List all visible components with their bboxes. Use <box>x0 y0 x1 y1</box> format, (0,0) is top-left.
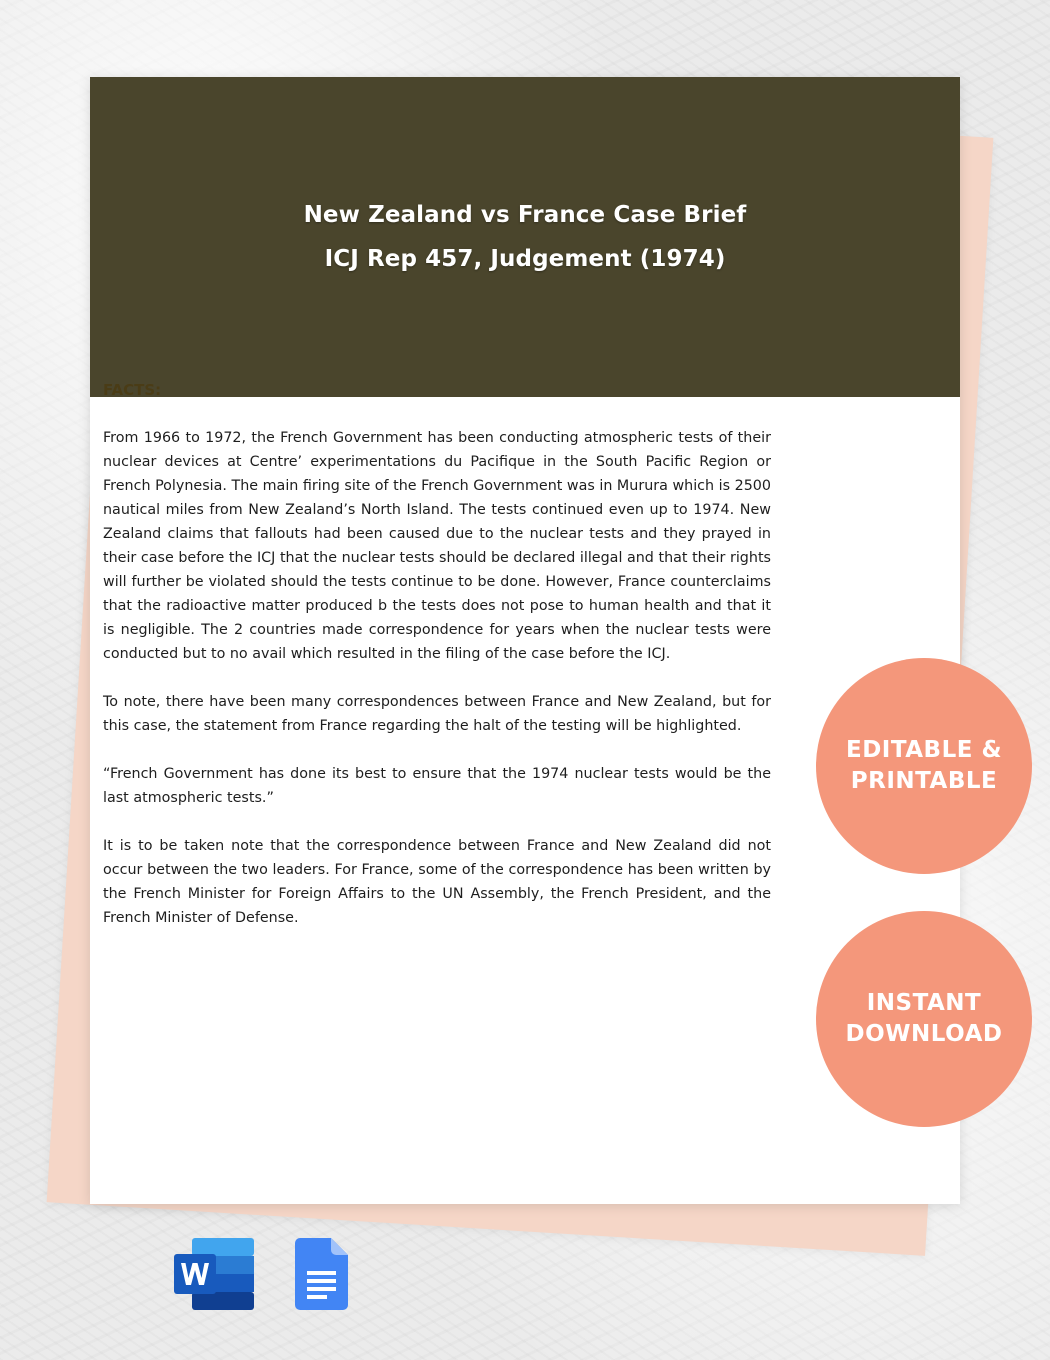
document-subtitle: ICJ Rep 457, Judgement (1974) <box>324 246 726 272</box>
badge-line: EDITABLE & <box>845 737 1003 763</box>
paragraph-note: It is to be taken note that the correspondence between France and New Zealand did not occur between the two leaders. For France, some of the correspondence has been written by the French Minister for Foreign Affairs to the UN Assembly, the French President, and the French Minister of Defense. <box>103 838 771 926</box>
facts-heading: FACTS: <box>103 381 162 399</box>
instant-download-badge <box>816 911 1032 1127</box>
paragraph-correspondence: To note, there have been many correspondences between France and New Zealand, but for this case, the statement from France regarding the halt of the testing will be highlighted. <box>103 694 771 734</box>
badge-line: PRINTABLE <box>850 768 998 794</box>
badge-line: INSTANT <box>866 990 982 1016</box>
paragraph-facts: From 1966 to 1972, the French Government has been conducting atmospheric tests of their nuclear devices at Centre’ experimentations du Pacifique in the South Pacific Region or French Polynesia. The main firing site of the French Government was in Murura which is 2500 nautical miles from New Zealand’s North Island. The tests continued even up to 1974. New Zealand claims that fallouts had been caused due to the nuclear tests and they prayed in their case before the ICJ that the nuclear tests should be declared illegal and that their rights will further be violated should the tests continue to be done. However, France counterclaims that the radioactive matter produced b the tests does not pose to human health and that it is negligible. The 2 countries made correspondence for years when the nuclear tests were conducted but to no avail which resulted in the filing of the case before the ICJ. <box>103 430 771 662</box>
document-body <box>103 378 771 954</box>
badge-line: DOWNLOAD <box>845 1021 1003 1047</box>
paragraph-quote: “French Government has done its best to ensure that the 1974 nuclear tests would be the last atmospheric tests.” <box>103 766 771 806</box>
editable-printable-badge <box>816 658 1032 874</box>
google-docs-icon[interactable] <box>295 1238 348 1310</box>
microsoft-word-icon[interactable] <box>174 1238 254 1310</box>
document-title: New Zealand vs France Case Brief <box>303 202 747 228</box>
document-header <box>90 77 960 397</box>
